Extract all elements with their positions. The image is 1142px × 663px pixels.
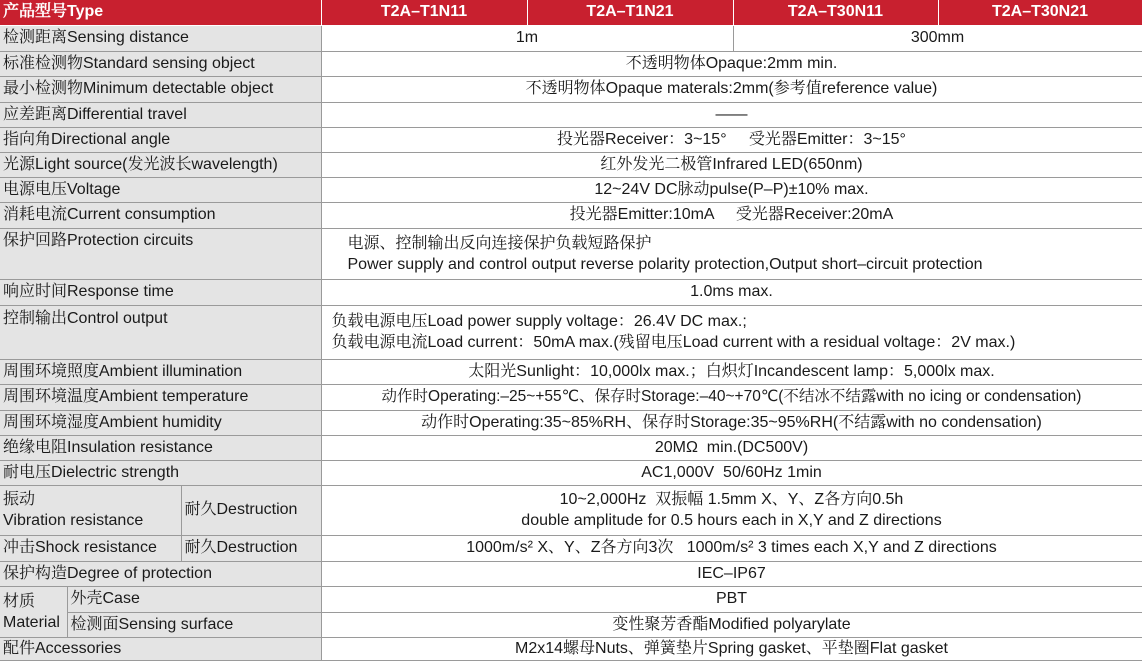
row-material-surface xyxy=(0,612,1142,637)
differential-label: 应差距离Differential travel xyxy=(0,102,321,127)
row-shock xyxy=(0,535,1142,561)
row-accessories xyxy=(0,637,1142,660)
humidity-value: 动作时Operating:35~85%RH、保存时Storage:35~95%RH(不结露with no condensation) xyxy=(321,410,1142,435)
voltage-label: 电源电压Voltage xyxy=(0,177,321,202)
differential-value: —— xyxy=(321,102,1142,127)
row-min-object xyxy=(0,76,1142,102)
model-3: T2A–T30N11 xyxy=(733,0,938,25)
row-temperature xyxy=(0,384,1142,410)
row-voltage xyxy=(0,177,1142,202)
sensing-distance-value-2: 300mm xyxy=(733,25,1142,51)
sensing-distance-value-1: 1m xyxy=(321,25,733,51)
material-label-en: Material xyxy=(3,613,60,631)
accessories-label: 配件Accessories xyxy=(0,637,321,660)
row-response xyxy=(0,279,1142,305)
row-humidity xyxy=(0,410,1142,435)
row-material-case xyxy=(0,586,1142,612)
humidity-label: 周围环境湿度Ambient humidity xyxy=(0,410,321,435)
degree-value: IEC–IP67 xyxy=(321,561,1142,586)
case-value: PBT xyxy=(321,586,1142,612)
accessories-value: M2x14螺母Nuts、弹簧垫片Spring gasket、平垫圈Flat gasket xyxy=(321,637,1142,660)
sensing-distance-label: 检测距离Sensing distance xyxy=(0,25,321,51)
insulation-label: 绝缘电阻Insulation resistance xyxy=(0,435,321,460)
light-source-label: 光源Light source(发光波长wavelength) xyxy=(0,152,321,177)
control-value xyxy=(321,305,1142,359)
illumination-label: 周围环境照度Ambient illumination xyxy=(0,359,321,384)
model-4: T2A–T30N21 xyxy=(938,0,1142,25)
row-current xyxy=(0,202,1142,228)
row-light-source xyxy=(0,152,1142,177)
directional-value: 投光器Receiver：3~15° 受光器Emitter：3~15° xyxy=(321,127,1142,152)
vibration-line-2: double amplitude for 0.5 hours each in X,Y and Z directions xyxy=(521,512,942,529)
row-insulation xyxy=(0,435,1142,460)
model-1: T2A–T1N11 xyxy=(321,0,527,25)
protection-value xyxy=(321,228,1142,279)
degree-label: 保护构造Degree of protection xyxy=(0,561,321,586)
row-dielectric xyxy=(0,460,1142,485)
current-value: 投光器Emitter:10mA 受光器Receiver:20mA xyxy=(321,202,1142,228)
row-directional xyxy=(0,127,1142,152)
row-illumination xyxy=(0,359,1142,384)
temperature-label: 周围环境温度Ambient temperature xyxy=(0,384,321,410)
row-sensing-distance xyxy=(0,25,1142,51)
voltage-value: 12~24V DC脉动pulse(P–P)±10% max. xyxy=(321,177,1142,202)
control-label: 控制输出Control output xyxy=(0,305,321,359)
surface-value: 变性聚芳香酯Modified polyarylate xyxy=(321,612,1142,637)
shock-value: 1000m/s² X、Y、Z各方向3次 1000m/s² 3 times each X,Y and Z directions xyxy=(321,535,1142,561)
material-label xyxy=(0,586,67,637)
dielectric-label: 耐电压Dielectric strength xyxy=(0,460,321,485)
vibration-sub-label: 耐久Destruction xyxy=(181,485,321,535)
insulation-value: 20MΩ min.(DC500V) xyxy=(321,435,1142,460)
surface-label: 检测面Sensing surface xyxy=(67,612,321,637)
vibration-label-cn: 振动 xyxy=(3,491,36,508)
case-label: 外壳Case xyxy=(67,586,321,612)
temperature-value: 动作时Operating:–25~+55℃、保存时Storage:–40~+70℃(不结冰不结露with no icing or condensation) xyxy=(321,384,1142,410)
row-control xyxy=(0,305,1142,359)
vibration-label xyxy=(0,485,181,535)
protection-label: 保护回路Protection circuits xyxy=(0,228,321,279)
row-differential xyxy=(0,102,1142,127)
row-protection xyxy=(0,228,1142,279)
vibration-value xyxy=(321,485,1142,535)
illumination-value: 太阳光Sunlight：10,000lx max.；白炽灯Incandescent lamp：5,000lx max. xyxy=(321,359,1142,384)
protection-line-1: 电源、控制输出反向连接保护负载短路保护 xyxy=(347,234,652,252)
control-line-1: 负载电源电压Load power supply voltage：26.4V DC max.; xyxy=(331,313,747,330)
vibration-line-1: 10~2,000Hz 双振幅 1.5mm X、Y、Z各方向0.5h xyxy=(559,491,904,508)
min-object-label: 最小检测物Minimum detectable object xyxy=(0,76,321,102)
control-line-2: 负载电源电流Load current：50mA max.(残留电压Load current with a residual voltage：2V max.) xyxy=(331,334,1016,351)
response-value: 1.0ms max. xyxy=(321,279,1142,305)
model-2: T2A–T1N21 xyxy=(527,0,733,25)
shock-sub-label: 耐久Destruction xyxy=(181,535,321,561)
current-label: 消耗电流Current consumption xyxy=(0,202,321,228)
light-source-value: 红外发光二极管Infrared LED(650nm) xyxy=(321,152,1142,177)
dielectric-value: AC1,000V 50/60Hz 1min xyxy=(321,460,1142,485)
vibration-label-en: Vibration resistance xyxy=(3,512,144,529)
row-vibration xyxy=(0,485,1142,535)
standard-object-label: 标准检测物Standard sensing object xyxy=(0,51,321,76)
header-row xyxy=(0,0,1142,25)
protection-line-2: Power supply and control output reverse polarity protection,Output short–circuit protection xyxy=(347,255,983,273)
row-degree xyxy=(0,561,1142,586)
material-label-cn: 材质 xyxy=(3,592,36,610)
type-label: 产品型号Type xyxy=(0,0,321,25)
standard-object-value: 不透明物体Opaque:2mm min. xyxy=(321,51,1142,76)
directional-label: 指向角Directional angle xyxy=(0,127,321,152)
shock-label: 冲击Shock resistance xyxy=(0,535,181,561)
response-label: 响应时间Response time xyxy=(0,279,321,305)
min-object-value: 不透明物体Opaque materals:2mm(参考值reference value) xyxy=(321,76,1142,102)
row-standard-object xyxy=(0,51,1142,76)
